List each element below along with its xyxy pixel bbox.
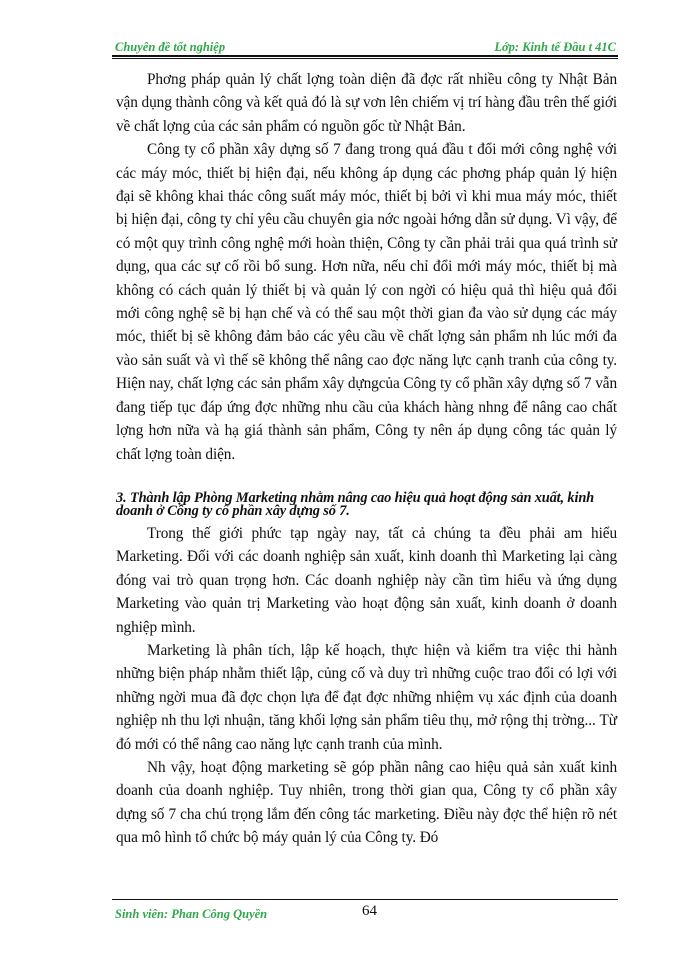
header-rule-thin [112, 58, 618, 59]
header-class-label: Lớp: Kinh tế Đầu t 41C [494, 40, 616, 54]
footer-rule [112, 899, 618, 900]
page-number: 64 [362, 903, 377, 919]
body-paragraph: Marketing là phân tích, lập kế hoạch, thực hiện và kiểm tra việc thi hành những biện pháp nhằm thiết lập, củng cố và duy trì những cuộc trao đổi có lợi với những ngời mua đã đợc chọn lựa để đạt đợc những nhiệm vụ xác định của doanh nghiệp nh thu lợi nhuận, tăng khối lợng sản phẩm tiêu thụ, mở rộng thị trờng... Từ đó mới có thể nâng cao năng lực cạnh tranh của mình. [116, 641, 617, 753]
header-rule [112, 55, 618, 57]
footer-student-name: Sinh viên: Phan Công Quyền [115, 907, 268, 921]
body-paragraph: Trong thế giới phức tạp ngày nay, tất cả chúng ta đều phải am hiểu Marketing. Đối với các doanh nghiệp sản xuất, kinh doanh thì Marketing lại càng đóng vai trò quan trọng hơn. Các doanh nghiệp này cần tìm hiểu và ứng dụng Marketing vào quản trị Marketing vào hoạt động sản xuất, kinh doanh ở doanh nghiệp mình. [116, 524, 617, 636]
section-heading: 3. Thành lập Phòng Marketing nhằm nâng cao hiệu quả hoạt động sản xuất, kinh doanh ở Công ty cổ phần xây dựng số 7. [116, 489, 595, 519]
page-footer [112, 899, 618, 925]
body-paragraph: Nh vậy, hoạt động marketing sẽ góp phần nâng cao hiệu quả sản xuất kinh doanh của doanh nghiệp. Tuy nhiên, trong thời gian qua, Công ty cổ phần xây dựng số 7 cha chú trọng lắm đến công tác marketing. Điều này đợc thể hiện rõ nét qua mô hình tổ chức bộ máy quản lý của Công ty. Đó [116, 758, 617, 847]
body-paragraph: Phơng pháp quản lý chất lợng toàn diện đã đợc rất nhiều công ty Nhật Bản vận dụng thành công và kết quả đó là sự vơn lên chiếm vị trí hàng đầu trên thế giới về chất lợng của các sản phẩm có nguồn gốc từ Nhật Bản. [116, 71, 617, 135]
header-thesis-title: Chuyên đề tốt nghiệp [115, 40, 226, 54]
body-paragraph: Công ty cổ phần xây dựng số 7 đang trong quá đầu t đổi mới công nghệ với các máy móc, thiết bị hiện đại, nếu không áp dụng các phơng pháp quản lý hiện đại sẽ không khai thác công suất máy móc, thiết bị bởi vì khi mua máy móc, thiết bị hiện đại, công ty chỉ yêu cầu chuyên gia nớc ngoài hớng dẫn sử dụng. Vì vậy, để có một quy trình công nghệ mới hoàn thiện, Công ty cần phải trải qua quá trình sử dụng, qua các sự cố rồi bổ sung. Hơn nữa, nếu chỉ đổi mới máy móc, thiết bị mà không có cách quản lý thiết bị và quản lý con ngời có hiệu quả thì hiệu quả đổi mới công nghệ sẽ bị hạn chế và có thể sau một thời gian đa vào sử dụng các máy móc, thiết bị sẽ không đảm bảo các yêu cầu về chất lợng sản phẩm nh lúc mới đa vào sản suất và vì thế sẽ không thể nâng cao đợc năng lực cạnh tranh của công ty. Hiện nay, chất lợng các sản phẩm xây dựngcủa Công ty cổ phần xây dựng số 7 vẫn đang tiếp tục đáp ứng đợc những nhu cầu của khách hàng nhng để nâng cao chất lợng hơn nữa và hạ giá thành sản phẩm, Công ty nên áp dụng công tác quản lý chất lợng toàn diện. [116, 141, 617, 463]
page-body [116, 68, 617, 850]
page-header [112, 36, 618, 58]
